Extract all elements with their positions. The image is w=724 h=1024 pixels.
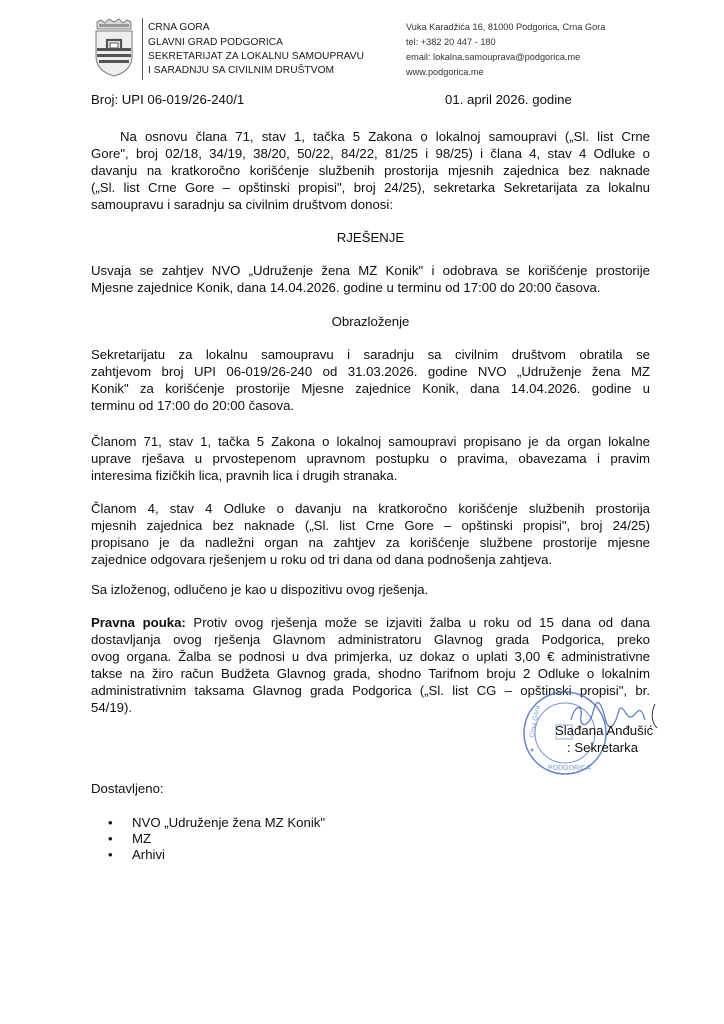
distribution-item: [91, 815, 325, 831]
reasoning-paragraph-2: [91, 433, 650, 484]
intro-line: davanju na kratkoročno korišćenje službenih prostorija mjesnih zajednica bez naknade: [91, 163, 650, 178]
contact-block: [406, 20, 605, 80]
reasoning-paragraph-3: [91, 500, 650, 568]
legal-notice-line: dostavljanja ovog rješenja Glavnom administratoru Glavnog grada Podgorica, preko: [91, 632, 650, 647]
reasoning-line: propisano je da nadležni organ na zahtjev za korišćenje službene prostorije mjesne: [91, 535, 650, 550]
reasoning-line: interesima fizičkih lica, pravnih lica i drugih stranaka.: [91, 468, 398, 483]
intro-line: Gore", broj 02/18, 34/19, 38/20, 50/22, 84/22, 81/25 i 98/25) i člana 4, stav 4 Odluke o: [91, 146, 650, 161]
legal-notice-line: takse na žiro račun Budžeta Glavnog grada, shodno Tarifnom broju 2 Odluke o lokalnim: [91, 666, 650, 681]
legal-notice-line: ovog organa. Žalba se podnosi u dva primjerka, uz dokaz o uplati 3,00 € administrativne: [91, 649, 650, 664]
org-secretariat-line1: SEKRETARIJAT ZA LOKALNU SAMOUPRAVU: [148, 51, 365, 62]
reasoning-line: Sa izloženog, odlučeno je kao u dispozitivu ovog rješenja.: [91, 582, 429, 597]
bullet-icon: •: [108, 815, 113, 830]
svg-text:PODGORICA: PODGORICA: [548, 765, 591, 772]
reasoning-conclusion: [91, 581, 650, 598]
reasoning-line: Sekretarijatu za lokalnu samoupravu i saradnju sa civilnim društvom obratila se: [91, 347, 650, 362]
distribution-item: [91, 847, 325, 863]
organization-block: [148, 20, 364, 77]
distribution-item-label: NVO „Udruženje žena MZ Konik": [132, 815, 326, 830]
intro-line: samoupravu i saradnju sa civilnim društvom donosi:: [91, 197, 393, 212]
legal-notice-line: 54/19).: [91, 700, 133, 715]
coat-of-arms-icon: [93, 18, 135, 78]
signer-name: Slađana Anđušić: [555, 723, 654, 738]
bullet-icon: •: [108, 831, 113, 846]
org-secretariat-line2: I SARADNJU SA CIVILNIM DRUŠTVOM: [148, 64, 335, 76]
reasoning-title: Obrazloženje: [331, 314, 410, 329]
reasoning-line: zahtjevom broj UPI 06-019/26-240 od 31.03.2026. godine NVO „Udruženje žena MZ: [91, 364, 650, 379]
decision-line: Usvaja se zahtjev NVO „Udruženje žena MZ Konik" i odobrava se korišćenje prostorije: [91, 263, 650, 278]
distribution-item-label: Arhivi: [132, 847, 165, 862]
org-city: GLAVNI GRAD PODGORICA: [148, 37, 284, 48]
reasoning-line: mjesnih zajednica bez naknade („Sl. list Crne Gore – opštinski propisi", broj 24/25): [91, 518, 650, 533]
reasoning-line: uprave rješava u prvostepenom upravnom postupku o pravima, obavezama i pravim: [91, 451, 650, 466]
distribution-label: Dostavljeno:: [91, 781, 164, 796]
decision-paragraph: [91, 262, 650, 296]
legal-notice-text: Protiv ovog rješenja može se izjaviti žalba u roku od 15 dana od dana: [185, 615, 650, 630]
legal-notice-line: administrativnim taksama Glavnog grada Podgorica („Sl. list CG – opštinski propisi", br.: [91, 683, 650, 698]
intro-line: („Sl. list Crne Gore – opštinski propisi", broj 24/25), sekretarka Sekretarijata za lokalnu: [91, 180, 650, 195]
bullet-icon: •: [108, 847, 113, 862]
reasoning-line: Članom 71, stav 1, tačka 5 Zakona o lokalnoj samoupravi propisano je da organ lokalne: [91, 434, 650, 449]
reasoning-line: zajednice odgovara rješenjem u roku od tri dana od dana podnošenja zahtjeva.: [91, 552, 553, 567]
intro-line: Na osnovu člana 71, stav 1, tačka 5 Zakona o lokalnoj samoupravi („Sl. list Crne: [120, 129, 650, 144]
svg-text:Crna Gora: Crna Gora: [529, 704, 542, 739]
document-date: 01. april 2026. godine: [445, 92, 572, 107]
legal-notice-first-line: [91, 614, 650, 631]
decision-title: RJEŠENJE: [336, 230, 405, 245]
signer-title: : Sekretarka: [567, 740, 639, 755]
distribution-item-label: MZ: [132, 831, 152, 846]
contact-phone: tel: +382 20 447 - 180: [406, 37, 496, 47]
header-divider: [142, 18, 143, 80]
legal-notice-label: Pravna pouka:: [91, 615, 186, 630]
contact-address: Vuka Karadžića 16, 81000 Podgorica, Crna Gora: [406, 22, 606, 32]
distribution-item: [91, 831, 325, 847]
intro-paragraph: [91, 128, 650, 213]
contact-website[interactable]: www.podgorica.me: [406, 67, 484, 77]
reasoning-line: terminu od 17:00 do 20:00 časova.: [91, 398, 295, 413]
reference-number: Broj: UPI 06-019/26-240/1: [91, 92, 245, 107]
reasoning-line: Konik" za korišćenje prostorije Mjesne zajednice Konik, dana 14.04.2026. godine u: [91, 381, 650, 396]
org-country: CRNA GORA: [148, 22, 210, 33]
contact-email[interactable]: email: lokalna.samouprava@podgorica.me: [406, 52, 581, 62]
reasoning-line: Članom 4, stav 4 Odluke o davanju na kratkoročno korišćenje službenih prostorija: [91, 501, 650, 516]
distribution-list: [91, 815, 325, 863]
reasoning-paragraph-1: [91, 346, 650, 414]
decision-line: Mjesne zajednice Konik, dana 14.04.2026. godine u terminu od 17:00 do 20:00 časova.: [91, 280, 601, 295]
